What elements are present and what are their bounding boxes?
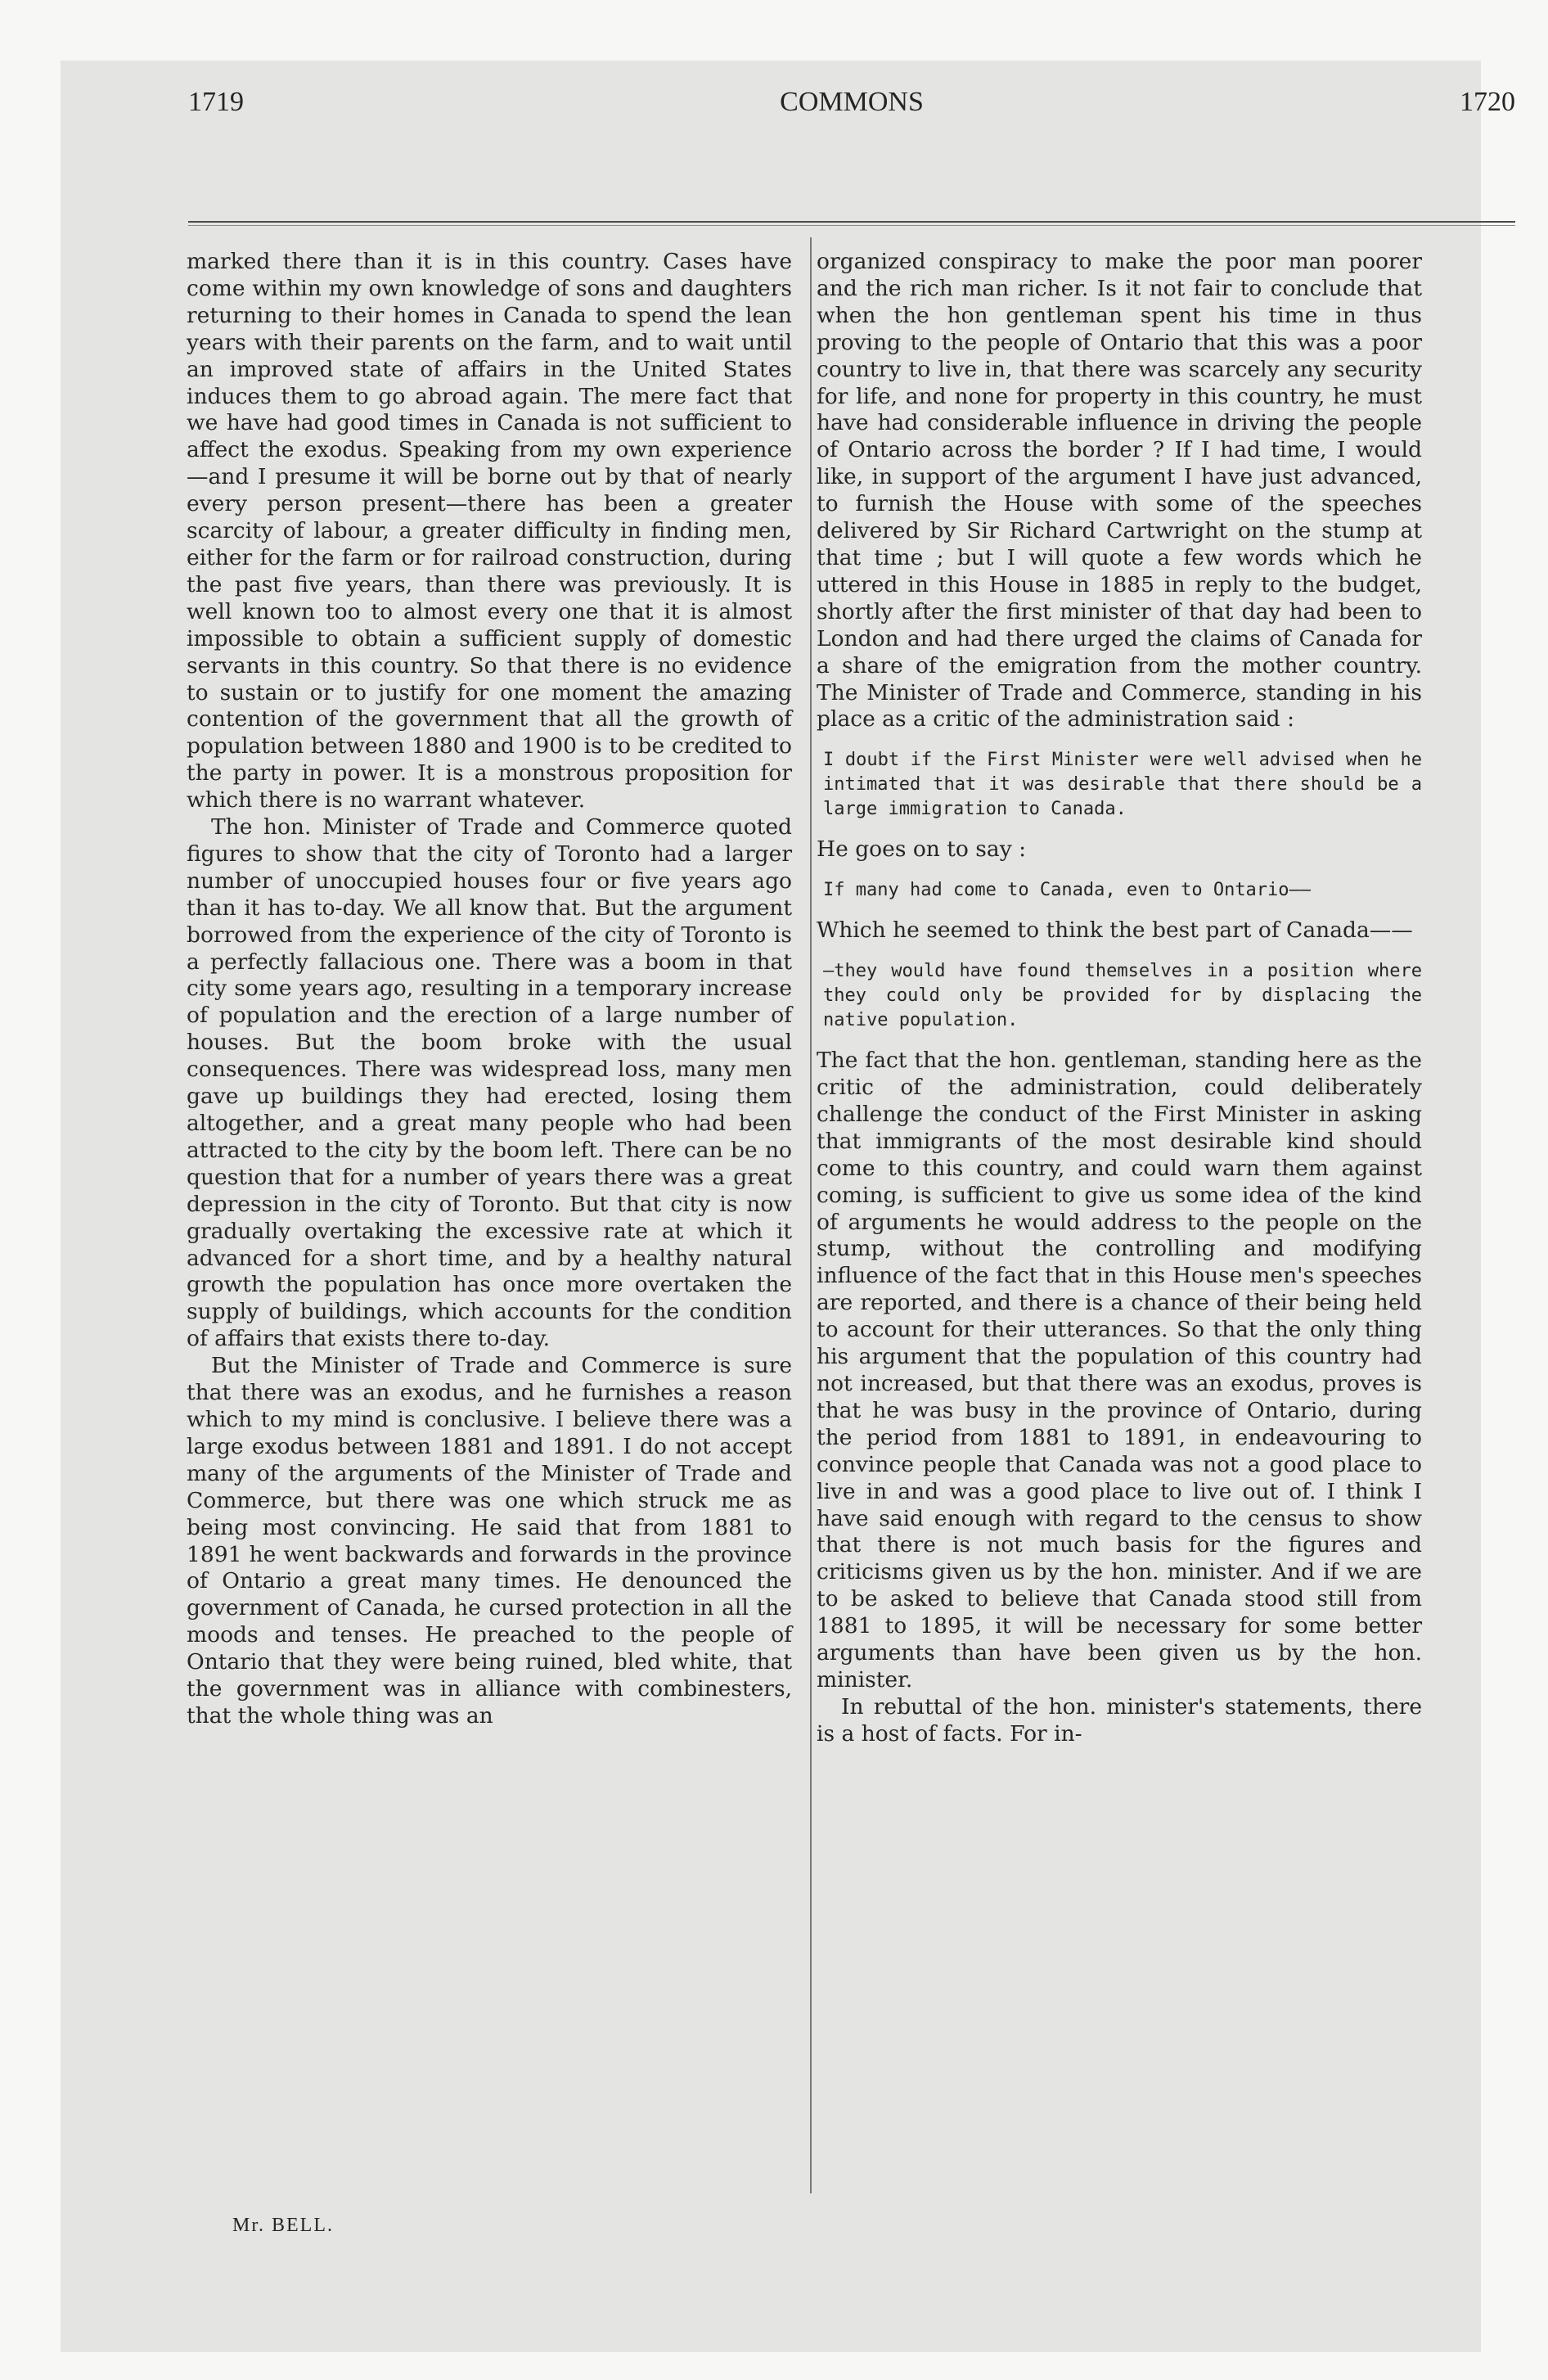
running-title: COMMONS (780, 87, 924, 117)
paragraph: organized conspiracy to make the poor man poorer and the rich man richer. Is it not fair to conclude that when the hon gentleman spent his time in thus proving to the people of Ontario that this was a poor country to live in, that there was scarcely any security for life, and none for property in this country, he must have had considerable influence in driving the people of Ontario across the border ? If I had time, I would like, in support of the argument I have just advanced, to furnish the House with some of the speeches delivered by Sir Richard Cartwright on the stump at that time ; but I will quote a few words which he uttered in this House in 1885 in reply to the budget, shortly after the first minister of that day had been to London and had there urged the claims of Canada for a share of the emigration from the mother country. The Minister of Trade and Commerce, standing in his place as a critic of the administration said : (817, 249, 1422, 732)
paragraph: Which he seemed to think the best part of Canada—— (817, 917, 1413, 944)
paragraph: In rebuttal of the hon. minister's statements, there is a host of facts. For in- (817, 1693, 1422, 1747)
block-quote: If many had come to Canada, even to Ontario—— (823, 880, 1312, 901)
column-divider (810, 237, 812, 2193)
paragraph: The fact that the hon. gentleman, standing here as the critic of the administration, could deliberately challenge the conduct of the First Minister in asking that immigrants of the most desirable kind should come to this country, and could warn them against coming, is sufficient to give us some idea of the kind of arguments he would address to the people on the stump, without the controlling and modifying influence of the fact that in this House men's speeches are reported, and there is a chance of their being held to account for their utterances. So that the only thing his argument that the population of this country had not increased, but that there was an exodus, proves is that he was busy in the province of Ontario, during the period from 1881 to 1891, in endeavouring to convince people that Canada was not a good place to live in and was a good place to live out of. I think I have said enough with regard to the census to show that there is not much basis for the figures and criticisms given us by the hon. minister. And if we are to be asked to believe that Canada stood still from 1881 to 1895, it will be necessary for some better arguments than have been given us by the hon. minister. (817, 1048, 1422, 1693)
block-quote: —they would have found themselves in a position where they could only be provided for by displacing the native population. (823, 961, 1422, 1031)
header-rule (188, 221, 1515, 226)
right-column (817, 249, 1422, 1748)
page-header (188, 87, 1515, 144)
paragraph: He goes on to say : (817, 836, 1027, 863)
page-number-right: 1720 (1460, 87, 1515, 117)
paragraph: But the Minister of Trade and Commerce is sure that there was an exodus, and he furnishes a reason which to my mind is conclusive. I believe there was a large exodus between 1881 and 1891. I do not accept many of the arguments of the Minister of Trade and Commerce, but there was one which struck me as being most convincing. He said that from 1881 to 1891 he went backwards and forwards in the province of Ontario a great many times. He denounced the government of Canada, he cursed protection in all the moods and tenses. He preached to the people of Ontario that they were being ruined, bled white, that the government was in alliance with combinesters, that the whole thing was an (187, 1353, 792, 1729)
block-quote: I doubt if the First Minister were well advised when he intimated that it was desirable that there should be a large immigration to Canada. (823, 750, 1422, 820)
paragraph: The hon. Minister of Trade and Commerce quoted figures to show that the city of Toronto had a larger number of unoccupied houses four or five years ago than it has to-day. We all know that. But the argument borrowed from the experience of the city of Toronto is a perfectly fallacious one. There was a boom in that city some years ago, resulting in a temporary increase of population and the erection of a large number of houses. But the boom broke with the usual consequences. There was widespread loss, many men gave up buildings they had erected, losing them altogether, and a great many people who had been attracted to the city by the boom left. There can be no question that for a number of years there was a great depression in the city of Toronto. But that city is now gradually overtaking the excessive rate at which it advanced for a short time, and by a healthy natural growth the population has once more overtaken the supply of buildings, which accounts for the condition of affairs that exists there to-day. (187, 814, 792, 1352)
page-number-left: 1719 (188, 87, 244, 117)
speaker-footer: Mr. BELL. (232, 2215, 334, 2236)
left-column (187, 249, 792, 1730)
paragraph: marked there than it is in this country. Cases have come within my own knowledge of sons and daughters returning to their homes in Canada to spend the lean years with their parents on the farm, and to wait until an improved state of affairs in the United States induces them to go abroad again. The mere fact that we have had good times in Canada is not sufficient to affect the exodus. Speaking from my own experience —and I presume it will be borne out by that of nearly every person present—there has been a greater scarcity of labour, a greater difficulty in finding men, either for the farm or for railroad construction, during the past five years, than there was previously. It is well known too to almost every one that it is almost impossible to obtain a sufficient supply of domestic servants in this country. So that there is no evidence to sustain or to justify for one moment the amazing contention of the government that all the growth of population between 1880 and 1900 is to be credited to the party in power. It is a monstrous proposition for which there is no warrant whatever. (187, 249, 792, 814)
